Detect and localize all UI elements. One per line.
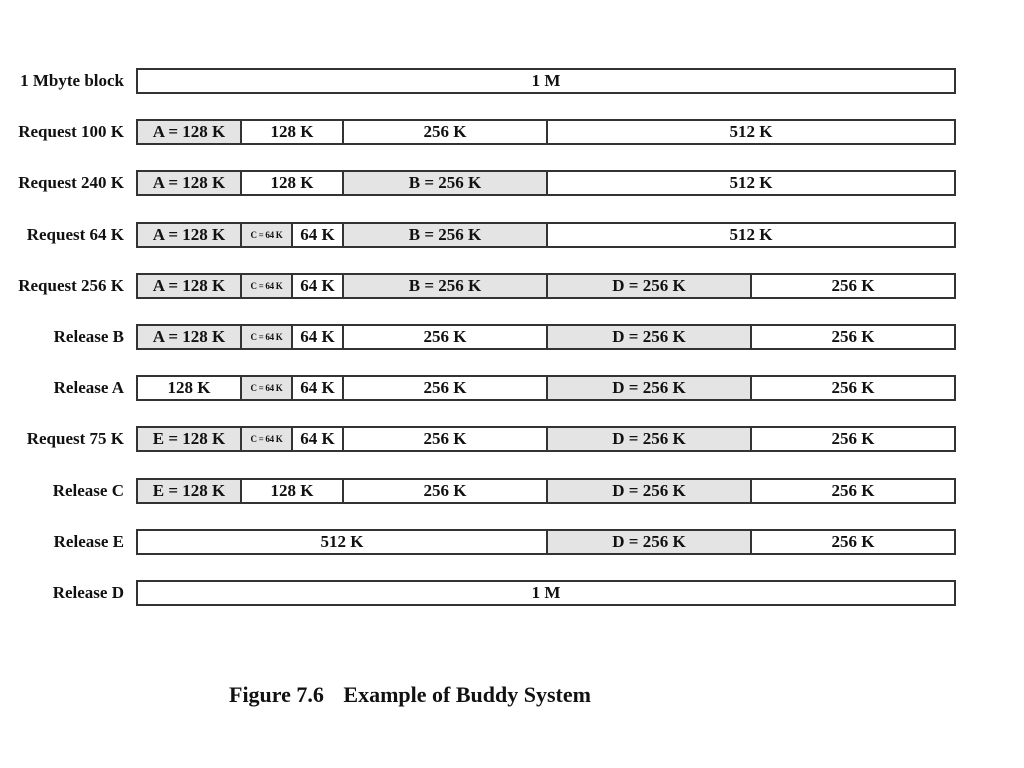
free-block: 1 M [531,583,561,602]
row-label: Release A [53,378,124,397]
free-block: 256 K [342,326,546,348]
memory-bar [136,222,956,248]
free-block: 128 K [240,172,342,194]
allocated-block: D = 256 K [546,428,750,450]
free-block: 256 K [750,428,954,450]
memory-bar [136,68,956,94]
free-block: 512 K [320,532,364,551]
allocated-block: D = 256 K [546,326,750,348]
row-label: 1 Mbyte block [20,71,124,90]
free-block: 256 K [342,428,546,450]
row-label: Release E [53,532,124,551]
free-block: 64 K [291,377,342,399]
free-block: 256 K [342,121,546,143]
memory-bar [136,375,956,401]
allocated-block: D = 256 K [546,275,750,297]
allocated-block: C = 64 K [240,377,291,399]
row-label: Request 256 K [18,276,124,295]
free-block: 64 K [291,326,342,348]
free-block: 512 K [546,121,954,143]
figure-caption [229,680,591,710]
memory-bar [136,170,956,196]
free-block: 256 K [750,531,954,553]
memory-bar [136,580,956,606]
allocated-block: D = 256 K [546,531,750,553]
allocated-block: E = 128 K [138,480,240,502]
free-block: 256 K [750,480,954,502]
row-label: Request 100 K [18,122,124,141]
row-label: Release C [52,481,124,500]
row-label: Request 64 K [26,225,124,244]
memory-bar [136,478,956,504]
allocated-block: C = 64 K [240,428,291,450]
memory-bar [136,324,956,350]
allocated-block: B = 256 K [342,172,546,194]
allocated-block: A = 128 K [138,224,240,246]
memory-bar [136,273,956,299]
allocated-block: B = 256 K [342,275,546,297]
allocated-block: C = 64 K [240,326,291,348]
allocated-block: B = 256 K [342,224,546,246]
free-block: 1 M [531,71,561,90]
free-block: 256 K [342,377,546,399]
allocated-block: A = 128 K [138,326,240,348]
memory-bar [136,529,956,555]
allocated-block: A = 128 K [138,172,240,194]
free-block: 64 K [291,224,342,246]
row-label: Release B [53,327,124,346]
free-block: 128 K [240,121,342,143]
allocated-block: A = 128 K [138,275,240,297]
free-block: 512 K [546,224,954,246]
allocated-block: C = 64 K [240,275,291,297]
figure-number: Figure 7.6 [229,682,324,707]
free-block: 64 K [291,275,342,297]
free-block: 512 K [546,172,954,194]
free-block: 256 K [750,326,954,348]
memory-bar [136,119,956,145]
figure-title: Example of Buddy System [343,682,591,707]
free-block: 256 K [750,275,954,297]
free-block: 256 K [750,377,954,399]
free-block: 128 K [240,480,342,502]
row-label: Request 75 K [26,429,124,448]
free-block: 128 K [167,378,211,397]
free-block: 256 K [342,480,546,502]
allocated-block: E = 128 K [138,428,240,450]
memory-bar [136,426,956,452]
allocated-block: A = 128 K [138,121,240,143]
row-label: Request 240 K [18,173,124,192]
allocated-block: C = 64 K [240,224,291,246]
allocated-block: D = 256 K [546,377,750,399]
allocated-block: D = 256 K [546,480,750,502]
row-label: Release D [52,583,124,602]
free-block: 64 K [291,428,342,450]
